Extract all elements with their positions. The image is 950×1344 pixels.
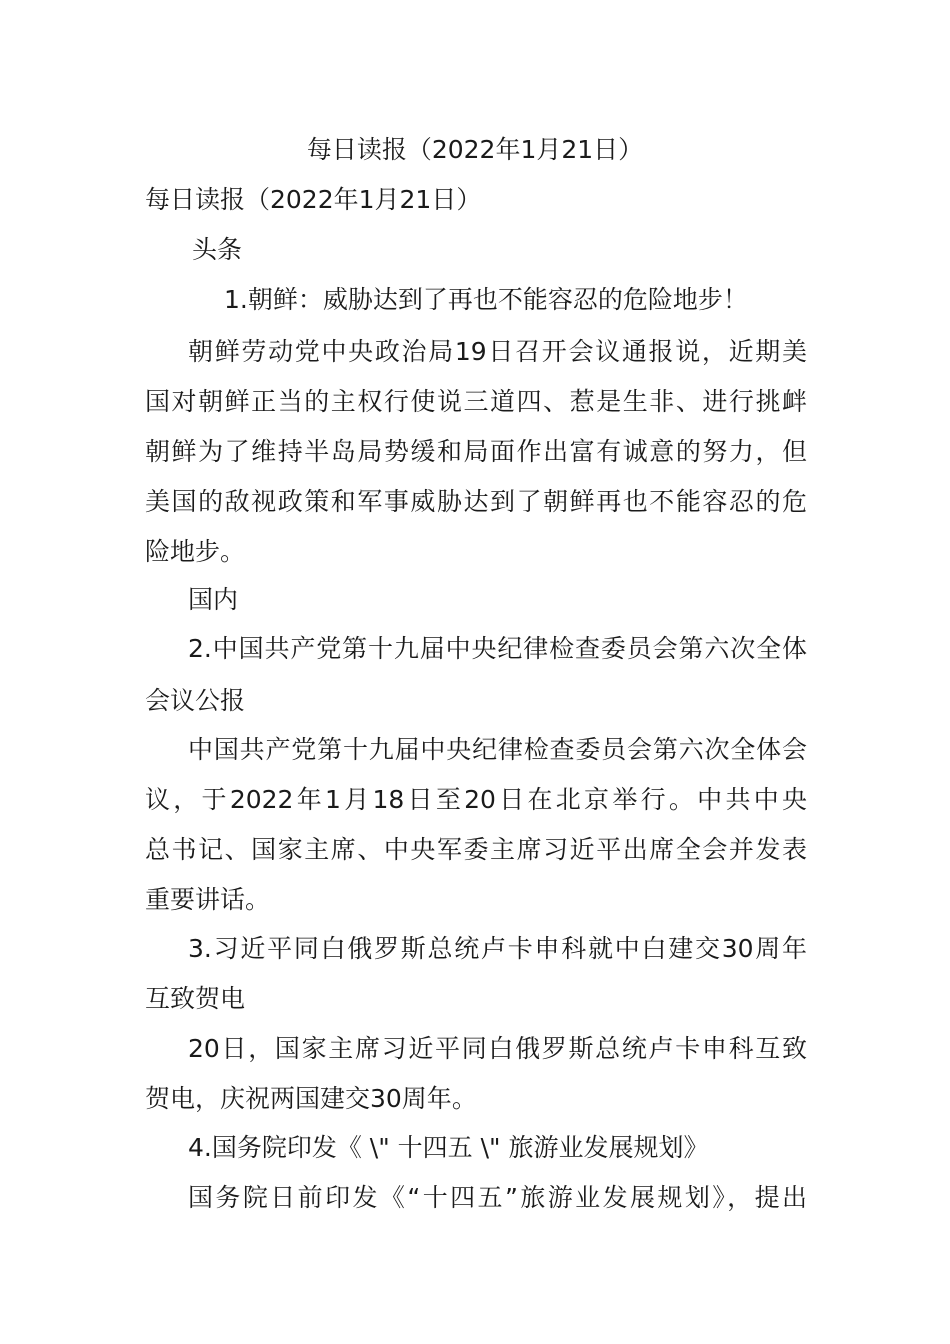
article-body-line: 贺电，庆祝两国建交30周年。 bbox=[145, 1084, 477, 1113]
article-body-line: 险地步。 bbox=[145, 537, 246, 566]
subtitle: 每日读报（2022年1月21日） bbox=[145, 185, 482, 214]
article-body-line: 朝鲜劳动党中央政治局19日召开会议通报说，近期美 bbox=[188, 337, 807, 366]
article-body-line: 议，于2022年1月18日至20日在北京举行。中共中央 bbox=[145, 785, 807, 814]
article-body-line: 美国的敌视政策和军事威胁达到了朝鲜再也不能容忍的危 bbox=[145, 487, 807, 516]
article-heading-3: 3.习近平同白俄罗斯总统卢卡申科就中白建交30周年 bbox=[188, 934, 807, 963]
article-heading-2-cont: 会议公报 bbox=[145, 686, 246, 715]
article-body-line: 重要讲话。 bbox=[145, 885, 271, 914]
article-heading-2: 2.中国共产党第十九届中央纪律检查委员会第六次全体 bbox=[188, 634, 807, 663]
article-body-line: 国务院日前印发《“十四五”旅游业发展规划》，提出 bbox=[188, 1183, 807, 1212]
article-body-line: 20日，国家主席习近平同白俄罗斯总统卢卡申科互致 bbox=[188, 1034, 807, 1063]
article-body-line: 总书记、国家主席、中央军委主席习近平出席全会并发表 bbox=[145, 835, 807, 864]
section-heading-headline: 头条 bbox=[192, 235, 243, 264]
article-body-line: 中国共产党第十九届中央纪律检查委员会第六次全体会 bbox=[188, 735, 807, 764]
article-heading-1: 1.朝鲜：威胁达到了再也不能容忍的危险地步！ bbox=[224, 285, 748, 314]
article-body-line: 国对朝鲜正当的主权行使说三道四、惹是生非、进行挑衅 bbox=[145, 387, 807, 416]
section-heading-domestic: 国内 bbox=[188, 585, 239, 614]
article-body-line: 朝鲜为了维持半岛局势缓和局面作出富有诚意的努力，但 bbox=[145, 437, 807, 466]
page-title: 每日读报（2022年1月21日） bbox=[306, 135, 644, 164]
article-heading-4: 4.国务院印发《 \" 十四五 \" 旅游业发展规划》 bbox=[188, 1133, 709, 1162]
article-heading-3-cont: 互致贺电 bbox=[145, 984, 246, 1013]
